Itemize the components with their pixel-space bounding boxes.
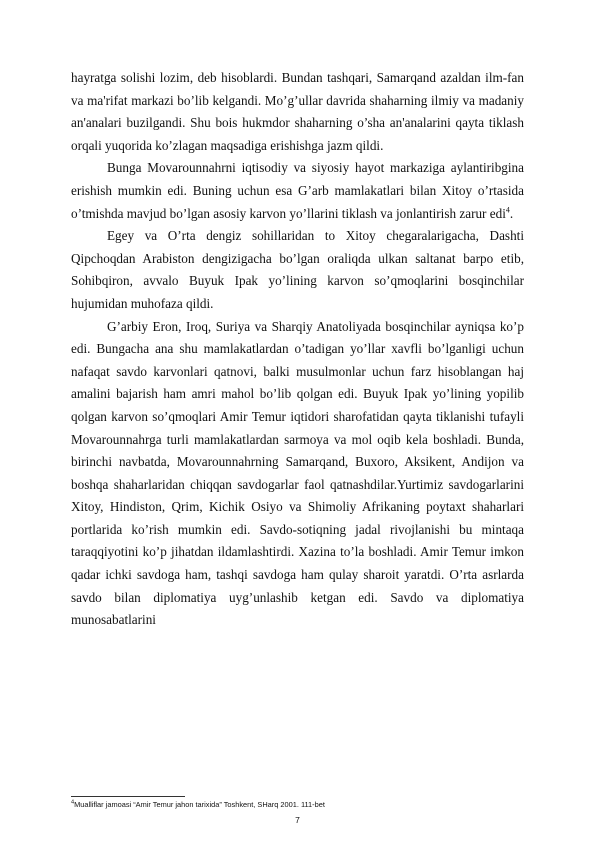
page-number: 7 [295, 815, 300, 825]
paragraph-2 [71, 157, 524, 225]
footnote-reference[interactable]: 4 [505, 205, 510, 215]
footnote-marker: 4 [71, 799, 75, 806]
paragraph-2-end: . [509, 205, 514, 221]
footnote-text: Mualliflar jamoasi “Amir Temur jahon tarixida” Toshkent, SHarq 2001. 111-bet [74, 800, 325, 809]
footnote [71, 800, 524, 810]
body-text [71, 67, 524, 632]
footnote-separator [71, 796, 185, 797]
paragraph-4: G’arbiy Eron, Iroq, Suriya va Sharqiy Anatoliyada bosqinchilar ayniqsa ko’p edi. Bungacha ana shu mamlakatlardan o’tadigan yo’llar xavfli bo’lganligi uchun nafaqat savdo karvonlari qatnovi, balki musulmonlar uchun farz hisoblangan haj amalini bajarish ham amri mahol bo’lib qolgan edi. Buyuk Ipak yo’lining yopilib qolgan karvon so’qmoqlari Amir Temur iqtidori sharofatidan qayta tiklanishi tufayli Movarounnahrga turli mamlakatlardan sarmoya va mol oqib kela boshladi. Bunda, birinchi navbatda, Movarounnahrning Samarqand, Buxoro, Aksikent, Andijon va boshqa shaharlaridan chiqqan savdogarlar faol qatnashdilar.Yurtimiz savdogarlarini Xitoy, Hindiston, Qrim, Kichik Osiyo va Shimoliy Afrikaning poytaxt shaharlari portlarida ko’rish mumkin edi. Savdo-sotiqning jadal rivojlanishi bu mintaqa taraqqiyotini ko’p jihatdan ildamlashtirdi. Xazina to’la boshladi. Amir Temur imkon qadar ichki savdoga ham, tashqi savdoga ham qulay sharoit yaratdi. O’rta asrlarda savdo bilan diplomatiya uyg’unlashib ketgan edi. Savdo va diplomatiya munosabatlarini [71, 318, 524, 628]
paragraph-2-text: Bunga Movarounnahrni iqtisodiy va siyosiy hayot markaziga aylantiribgina erishish mumkin edi. Buning uchun esa G’arb mamlakatlari bilan Xitoy o’rtasida o’tmishda mavjud bo’lgan asosiy karvon yo’llarini tiklash va jonlantirish zarur edi [71, 160, 524, 221]
paragraph-1: hayratga solishi lozim, deb hisoblardi. Bundan tashqari, Samarqand azaldan ilm-fan va ma'rifat markazi bo’lib kelgandi. Mo’g’ullar davrida shaharning ilmiy va madaniy an'analari buzilgandi. Shu bois hukmdor shaharning o’sha an'analarini qayta tiklash orqali yuqorida ko’zlagan maqsadiga erishishga jazm qildi. [71, 70, 524, 153]
paragraph-3: Egey va O’rta dengiz sohillaridan to Xitoy chegaralarigacha, Dashti Qipchoqdan Arabiston dengizigacha bo’lgan oraliqda ulkan saltanat barpo etib, Sohibqiron, avvalo Buyuk Ipak yo’lining karvon so’qmoqlarini bosqinchilar hujumidan muhofaza qildi. [71, 228, 524, 311]
